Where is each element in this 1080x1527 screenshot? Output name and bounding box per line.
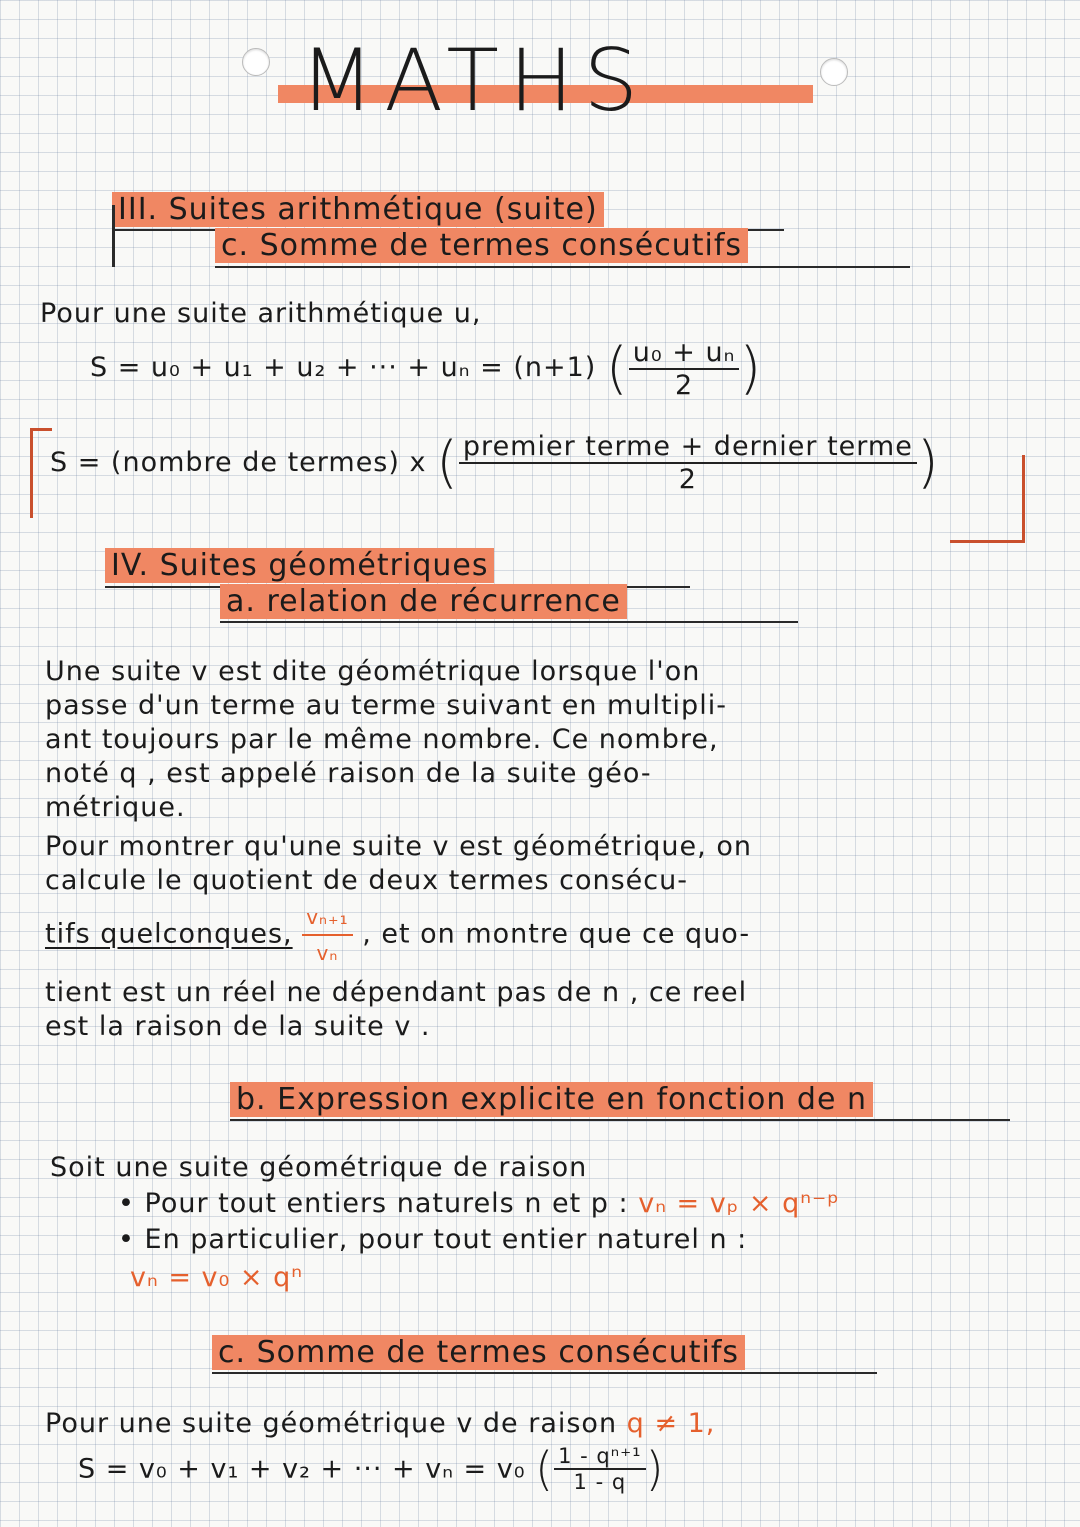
geo-sum-formula: S = v₀ + v₁ + v₂ + ··· + vₙ = v₀ ( $\frac{\text{1 - qⁿ⁺¹}}{1 - q}$ ) xyxy=(78,1442,665,1496)
section-3c-underline xyxy=(215,266,910,268)
arith-intro: Pour une suite arithmétique u, xyxy=(40,298,482,329)
section-4c-heading: c. Somme de termes consécutifs xyxy=(212,1335,745,1370)
punch-hole-left xyxy=(242,48,270,76)
boxed-sum-formula: S = (nombre de termes) x ( $\frac{\text{premier terme + dernier terme}}{2}$ ) xyxy=(50,430,940,495)
bullet-particular-case: • En particulier, pour tout entier naturel n : xyxy=(118,1224,748,1255)
section-4b-underline xyxy=(230,1119,1010,1121)
arith-sum-fraction: $\frac{\text{u₀ + uₙ}}{2}$ xyxy=(629,337,740,401)
boxed-sum-fraction: $\frac{\text{premier terme + dernier terme}}{2}$ xyxy=(459,431,917,495)
box-top-tick xyxy=(30,428,52,431)
section-3-heading: III. Suites arithmétique (suite) xyxy=(112,192,604,227)
box-right-line xyxy=(1022,455,1025,540)
section-4b-heading: b. Expression explicite en fonction de n xyxy=(230,1082,873,1117)
heading-bracket xyxy=(112,205,115,267)
section-3c-heading: c. Somme de termes consécutifs xyxy=(215,228,748,263)
section-4a-underline xyxy=(220,621,798,623)
arith-sum-formula: S = u₀ + u₁ + u₂ + ··· + uₙ = (n+1) ( $\frac{\text{u₀ + uₙ}}{2}$ ) xyxy=(90,336,763,401)
page-title: MATHS xyxy=(300,31,649,131)
section-4-heading: IV. Suites géométriques xyxy=(105,548,494,583)
explicit-formula: vₙ = v₀ × qⁿ xyxy=(130,1262,304,1293)
method-paragraph: Pour montrer qu'une suite v est géométrique, on calcule le quotient de deux termes consécu- tifs quelconques, $\frac{\text{vₙ₊₁}}{\text{vₙ}}$ , et on montre que ce quo- tient est un réel ne dépendant pas de n , ce reel est la raison de la suite v . xyxy=(45,831,752,1042)
quotient-fraction: $\frac{\text{vₙ₊₁}}{\text{vₙ}}$ xyxy=(302,900,352,970)
bullet-general-formula: • Pour tout entiers naturels n et p : vₙ = vₚ × qⁿ⁻ᵖ xyxy=(118,1188,840,1219)
geo-sum-fraction: $\frac{\text{1 - qⁿ⁺¹}}{1 - q}$ xyxy=(554,1444,646,1494)
box-bottom-tick xyxy=(950,540,1025,543)
punch-hole-right xyxy=(820,58,848,86)
section-4c-underline xyxy=(212,1372,877,1374)
definition-paragraph: Une suite v est dite géométrique lorsque l'on passe d'un terme au terme suivant en multipli- ant toujours par le même nombre. Ce nombre, noté q , est appelé raison de la suite géo- métrique. xyxy=(45,656,727,823)
soit-line: Soit une suite géométrique de raison xyxy=(50,1152,588,1183)
geo-sum-intro: Pour une suite géométrique v de raison q ≠ 1, xyxy=(45,1408,716,1439)
section-4a-heading: a. relation de récurrence xyxy=(220,584,627,619)
box-left-line xyxy=(30,428,33,518)
